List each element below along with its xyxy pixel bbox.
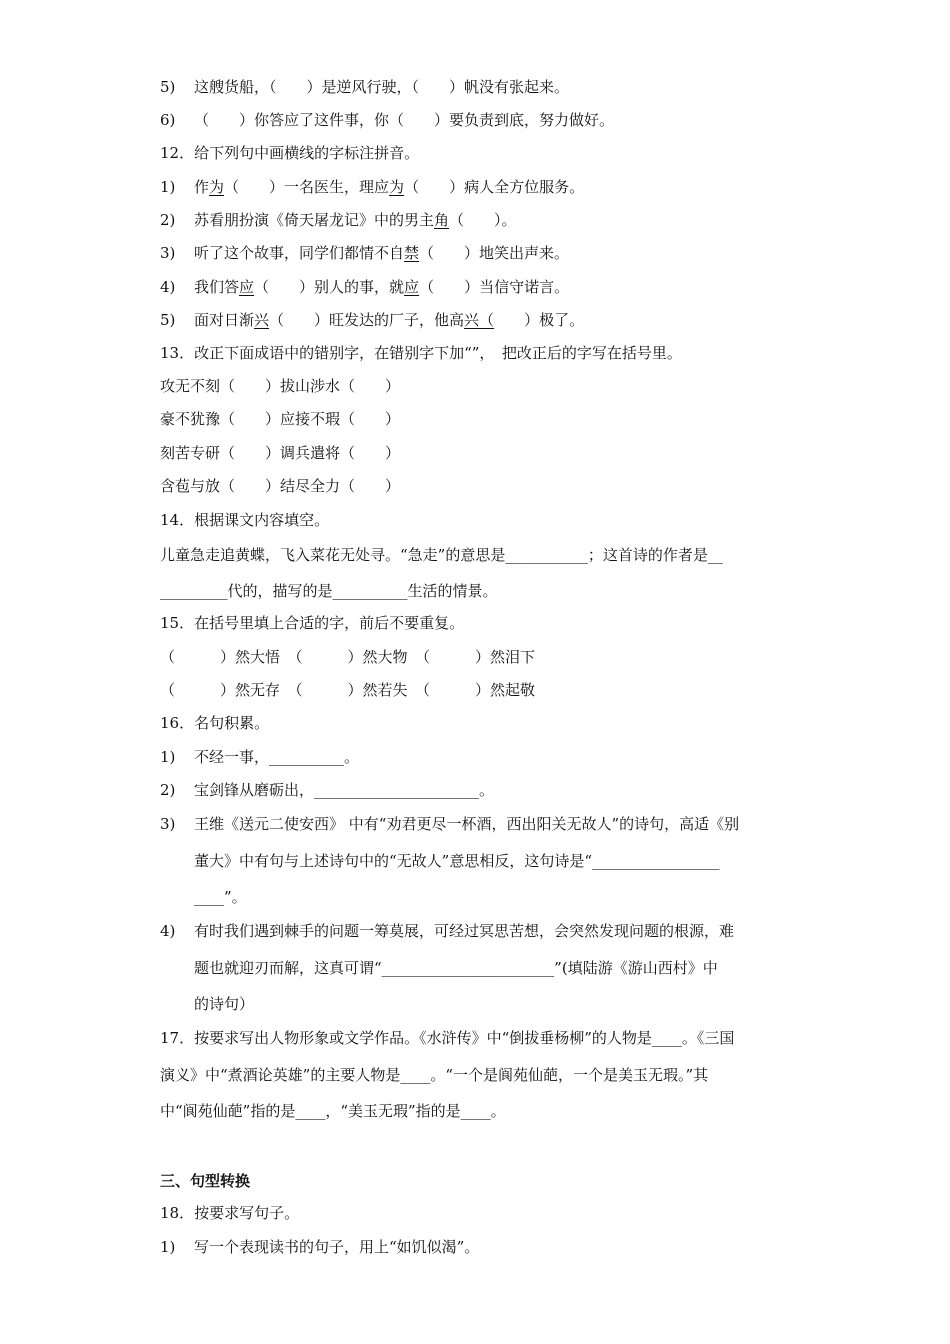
q17-line-3: 中“阆苑仙葩”指的是____，“美玉无瑕”指的是____。 — [160, 1102, 506, 1120]
underlined-char: 兴 — [254, 311, 270, 329]
q13-row: 攻无不刻（ ）拔山涉水（ ） — [160, 377, 401, 395]
q12-item-1: 1) 作为（ ）一名医生，理应为（ ）病人全方位服务。 — [160, 178, 585, 196]
q13-row: 豪不犹豫（ ）应接不瑕（ ） — [160, 410, 401, 428]
section-heading: 三、句型转换 — [160, 1172, 251, 1190]
underlined-char: 禁 — [404, 244, 420, 262]
underlined-char: 为 — [209, 178, 225, 196]
underlined-char: 应 — [239, 278, 255, 296]
q16-title: 16．名句积累。 — [160, 714, 270, 732]
q16-item-1: 1) 不经一事，__________。 — [160, 748, 360, 766]
underlined-char: 兴（ — [464, 311, 495, 329]
q15-row-2: （ ）然无存 （ ）然若失 （ ）然起敬 — [160, 681, 536, 699]
q13-row: 含苞与放（ ）结尽全力（ ） — [160, 477, 401, 495]
underlined-char: 角 — [434, 211, 450, 229]
q14-line-1: 儿童急走追黄蝶，飞入菜花无处寻。“急走”的意思是___________；这首诗的作者是__ — [160, 546, 723, 564]
underlined-char: 为 — [389, 178, 405, 196]
q16-item-4: 4) 有时我们遇到棘手的问题一筹莫展，可经过冥思苦想，会突然发现问题的根源，难 — [160, 922, 735, 940]
q12-item-2: 2) 苏看朋扮演《倚天屠龙记》中的男主角（ ）。 — [160, 211, 517, 229]
q14-line-2: _________代的，描写的是__________生活的情景。 — [160, 582, 498, 600]
q18-item-1: 1) 写一个表现读书的句子，用上“如饥似渴”。 — [160, 1238, 480, 1256]
q16-item-4-cont: 的诗句） — [194, 995, 255, 1013]
q14-title: 14．根据课文内容填空。 — [160, 511, 330, 529]
q12-item-3: 3) 听了这个故事，同学们都情不自禁（ ）地笑出声来。 — [160, 244, 570, 262]
q17-line-1: 17．按要求写出人物形象或文学作品。《水浒传》中“倒拔垂杨柳”的人物是____。《三国 — [160, 1029, 735, 1047]
q17-line-2: 演义》中“煮酒论英雄”的主要人物是____。“一个是阆苑仙葩，一个是美玉无瑕。”其 — [160, 1066, 709, 1084]
q12-item-4: 4) 我们答应（ ）别人的事，就应（ ）当信守诺言。 — [160, 278, 570, 296]
q11-item-5: 5) 这艘货船，（ ）是逆风行驶，（ ）帆没有张起来。 — [160, 78, 570, 96]
q13-title: 13．改正下面成语中的错别字，在错别字下加“”， 把改正后的字写在括号里。 — [160, 344, 682, 362]
q16-item-3: 3) 王维《送元二使安西》 中有“劝君更尽一杯酒，西出阳关无故人”的诗句，高适《别 — [160, 815, 740, 833]
q15-title: 15．在括号里填上合适的字，前后不要重复。 — [160, 614, 465, 632]
q15-row-1: （ ）然大悟 （ ）然大物 （ ）然泪下 — [160, 648, 536, 666]
q11-item-6: 6) （ ）你答应了这件事，你（ ）要负责到底，努力做好。 — [160, 111, 615, 129]
q16-item-3-cont: ____”。 — [194, 888, 247, 906]
underlined-char: 应 — [404, 278, 420, 296]
q16-item-3-cont: 董大》中有句与上述诗句中的“无故人”意思相反，这句诗是“_________________ — [194, 852, 720, 870]
q13-row: 刻苦专研（ ）调兵遣将（ ） — [160, 444, 401, 462]
q12-item-5: 5) 面对日渐兴（ ）旺发达的厂子，他高兴（ ）极了。 — [160, 311, 585, 329]
q16-item-4-cont: 题也就迎刃而解，这真可谓“_______________________”(填陆游《游山西村》中 — [194, 959, 718, 977]
q18-title: 18．按要求写句子。 — [160, 1204, 300, 1222]
q12-title: 12．给下列句中画横线的字标注拼音。 — [160, 144, 420, 162]
q16-item-2: 2) 宝剑锋从磨砺出，______________________。 — [160, 781, 495, 799]
